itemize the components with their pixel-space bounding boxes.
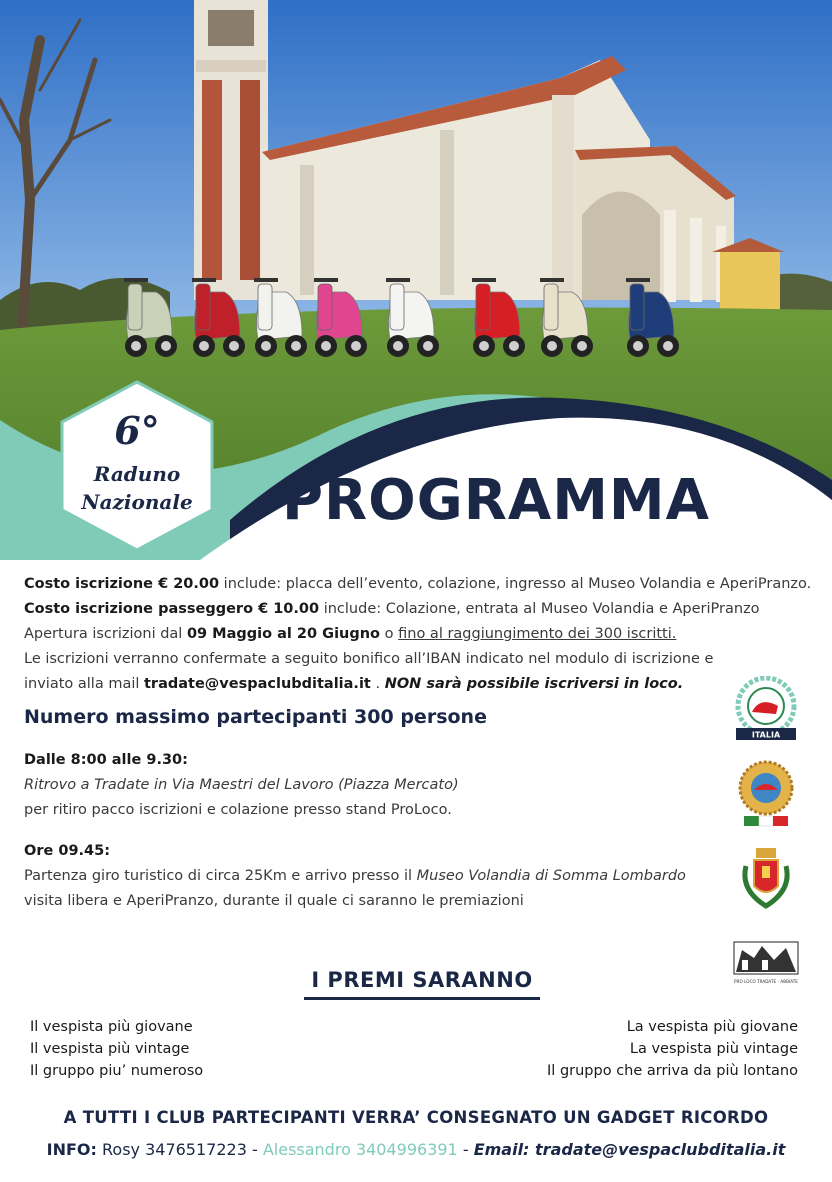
tradate-coat-of-arms-logo <box>740 846 792 912</box>
schedule-time-2: Ore 09.45: <box>24 843 111 859</box>
info-label: INFO: <box>46 1140 97 1159</box>
prizes-title: I PREMI SARANNO <box>311 968 533 992</box>
schedule-1-line-2: per ritiro pacco iscrizioni e colazione presso stand ProLoco. <box>24 802 452 818</box>
confirm-line-2 <box>24 672 824 697</box>
vespa-club-label: ITALIA <box>751 730 781 740</box>
passenger-cost-label: Costo iscrizione passeggero € 10.00 <box>24 601 320 617</box>
contact-alessandro[interactable]: Alessandro 3404996391 <box>262 1140 458 1159</box>
opening-limit: fino al raggiungimento dei 300 iscritti. <box>398 626 677 642</box>
schedule-2-line-1-prefix: Partenza giro turistico di circa 25Km e arrivo presso il <box>24 868 417 884</box>
schedule-2-museum: Museo Volandia di Somma Lombardo <box>416 868 686 884</box>
max-participants: Numero massimo partecipanti 300 persone <box>24 706 487 728</box>
cost-label: Costo iscrizione € 20.00 <box>24 576 220 592</box>
schedule <box>24 748 744 914</box>
contact-separator: - <box>457 1140 474 1159</box>
gadget-notice: A TUTTI I CLUB PARTECIPANTI VERRA’ CONSEGNATO UN GADGET RICORDO <box>63 1108 769 1127</box>
confirm-email-link[interactable]: tradate@vespaclubditalia.it <box>144 676 371 692</box>
raduno-badge <box>56 378 218 554</box>
schedule-2-line-2: visita libera e AperiPranzo, durante il quale ci saranno le premiazioni <box>24 893 524 909</box>
opening-line <box>24 622 824 647</box>
passenger-cost-text: include: Colazione, entrata al Museo Volandia e AperiPranzo <box>319 601 760 617</box>
prize-item: La vespista più vintage <box>629 1041 798 1057</box>
prize-item: Il gruppo che arriva da più lontano <box>547 1063 798 1079</box>
prize-item: La vespista più giovane <box>626 1019 798 1035</box>
confirm-line-1: Le iscrizioni verranno confermate a seguito bonifico all’IBAN indicato nel modulo di iscrizione e <box>24 651 714 667</box>
badge-line-nazionale: Nazionale <box>81 490 193 514</box>
schedule-time-1: Dalle 8:00 alle 9.30: <box>24 752 188 768</box>
schedule-1-line-1: Ritrovo a Tradate in Via Maestri del Lavoro (Piazza Mercato) <box>24 777 459 793</box>
opening-dates: 09 Maggio al 20 Giugno <box>186 626 381 642</box>
contact-email[interactable]: Email: tradate@vespaclubditalia.it <box>473 1140 786 1159</box>
contact-rosy[interactable]: Rosy 3476517223 - <box>96 1140 263 1159</box>
confirm-prefix: inviato alla mail <box>24 676 144 692</box>
prize-item: Il gruppo piu’ numeroso <box>30 1063 204 1079</box>
info-block <box>24 572 824 697</box>
prizes-left-list <box>30 1016 203 1082</box>
contact-footer <box>0 1140 832 1159</box>
cost-text: include: placca dell’evento, colazione, ingresso al Museo Volandia e AperiPranzo. <box>219 576 812 592</box>
opening-mid: o <box>380 626 399 642</box>
prizes-title-underline <box>304 997 540 1000</box>
proloco-logo <box>732 938 800 988</box>
confirm-mid: . <box>370 676 385 692</box>
club-emblem-logo <box>736 760 796 828</box>
prize-item: Il vespista più giovane <box>30 1019 193 1035</box>
schedule-2-line-1 <box>24 864 744 889</box>
badge-number: 6° <box>114 408 160 453</box>
passenger-cost-line <box>24 597 824 622</box>
bell-tower <box>194 0 268 300</box>
badge-line-raduno: Raduno <box>93 462 181 486</box>
prize-item: Il vespista più vintage <box>30 1041 190 1057</box>
page-title: PROGRAMMA <box>282 468 710 533</box>
proloco-label: PRO LOCO TRADATE - ABBIATE <box>734 979 798 984</box>
cost-line <box>24 572 824 597</box>
opening-prefix: Apertura iscrizioni dal <box>24 626 187 642</box>
vespa-club-logo <box>732 676 800 744</box>
no-onsite-note: NON sarà possibile iscriversi in loco. <box>384 676 684 692</box>
prizes-right-list <box>547 1016 798 1082</box>
